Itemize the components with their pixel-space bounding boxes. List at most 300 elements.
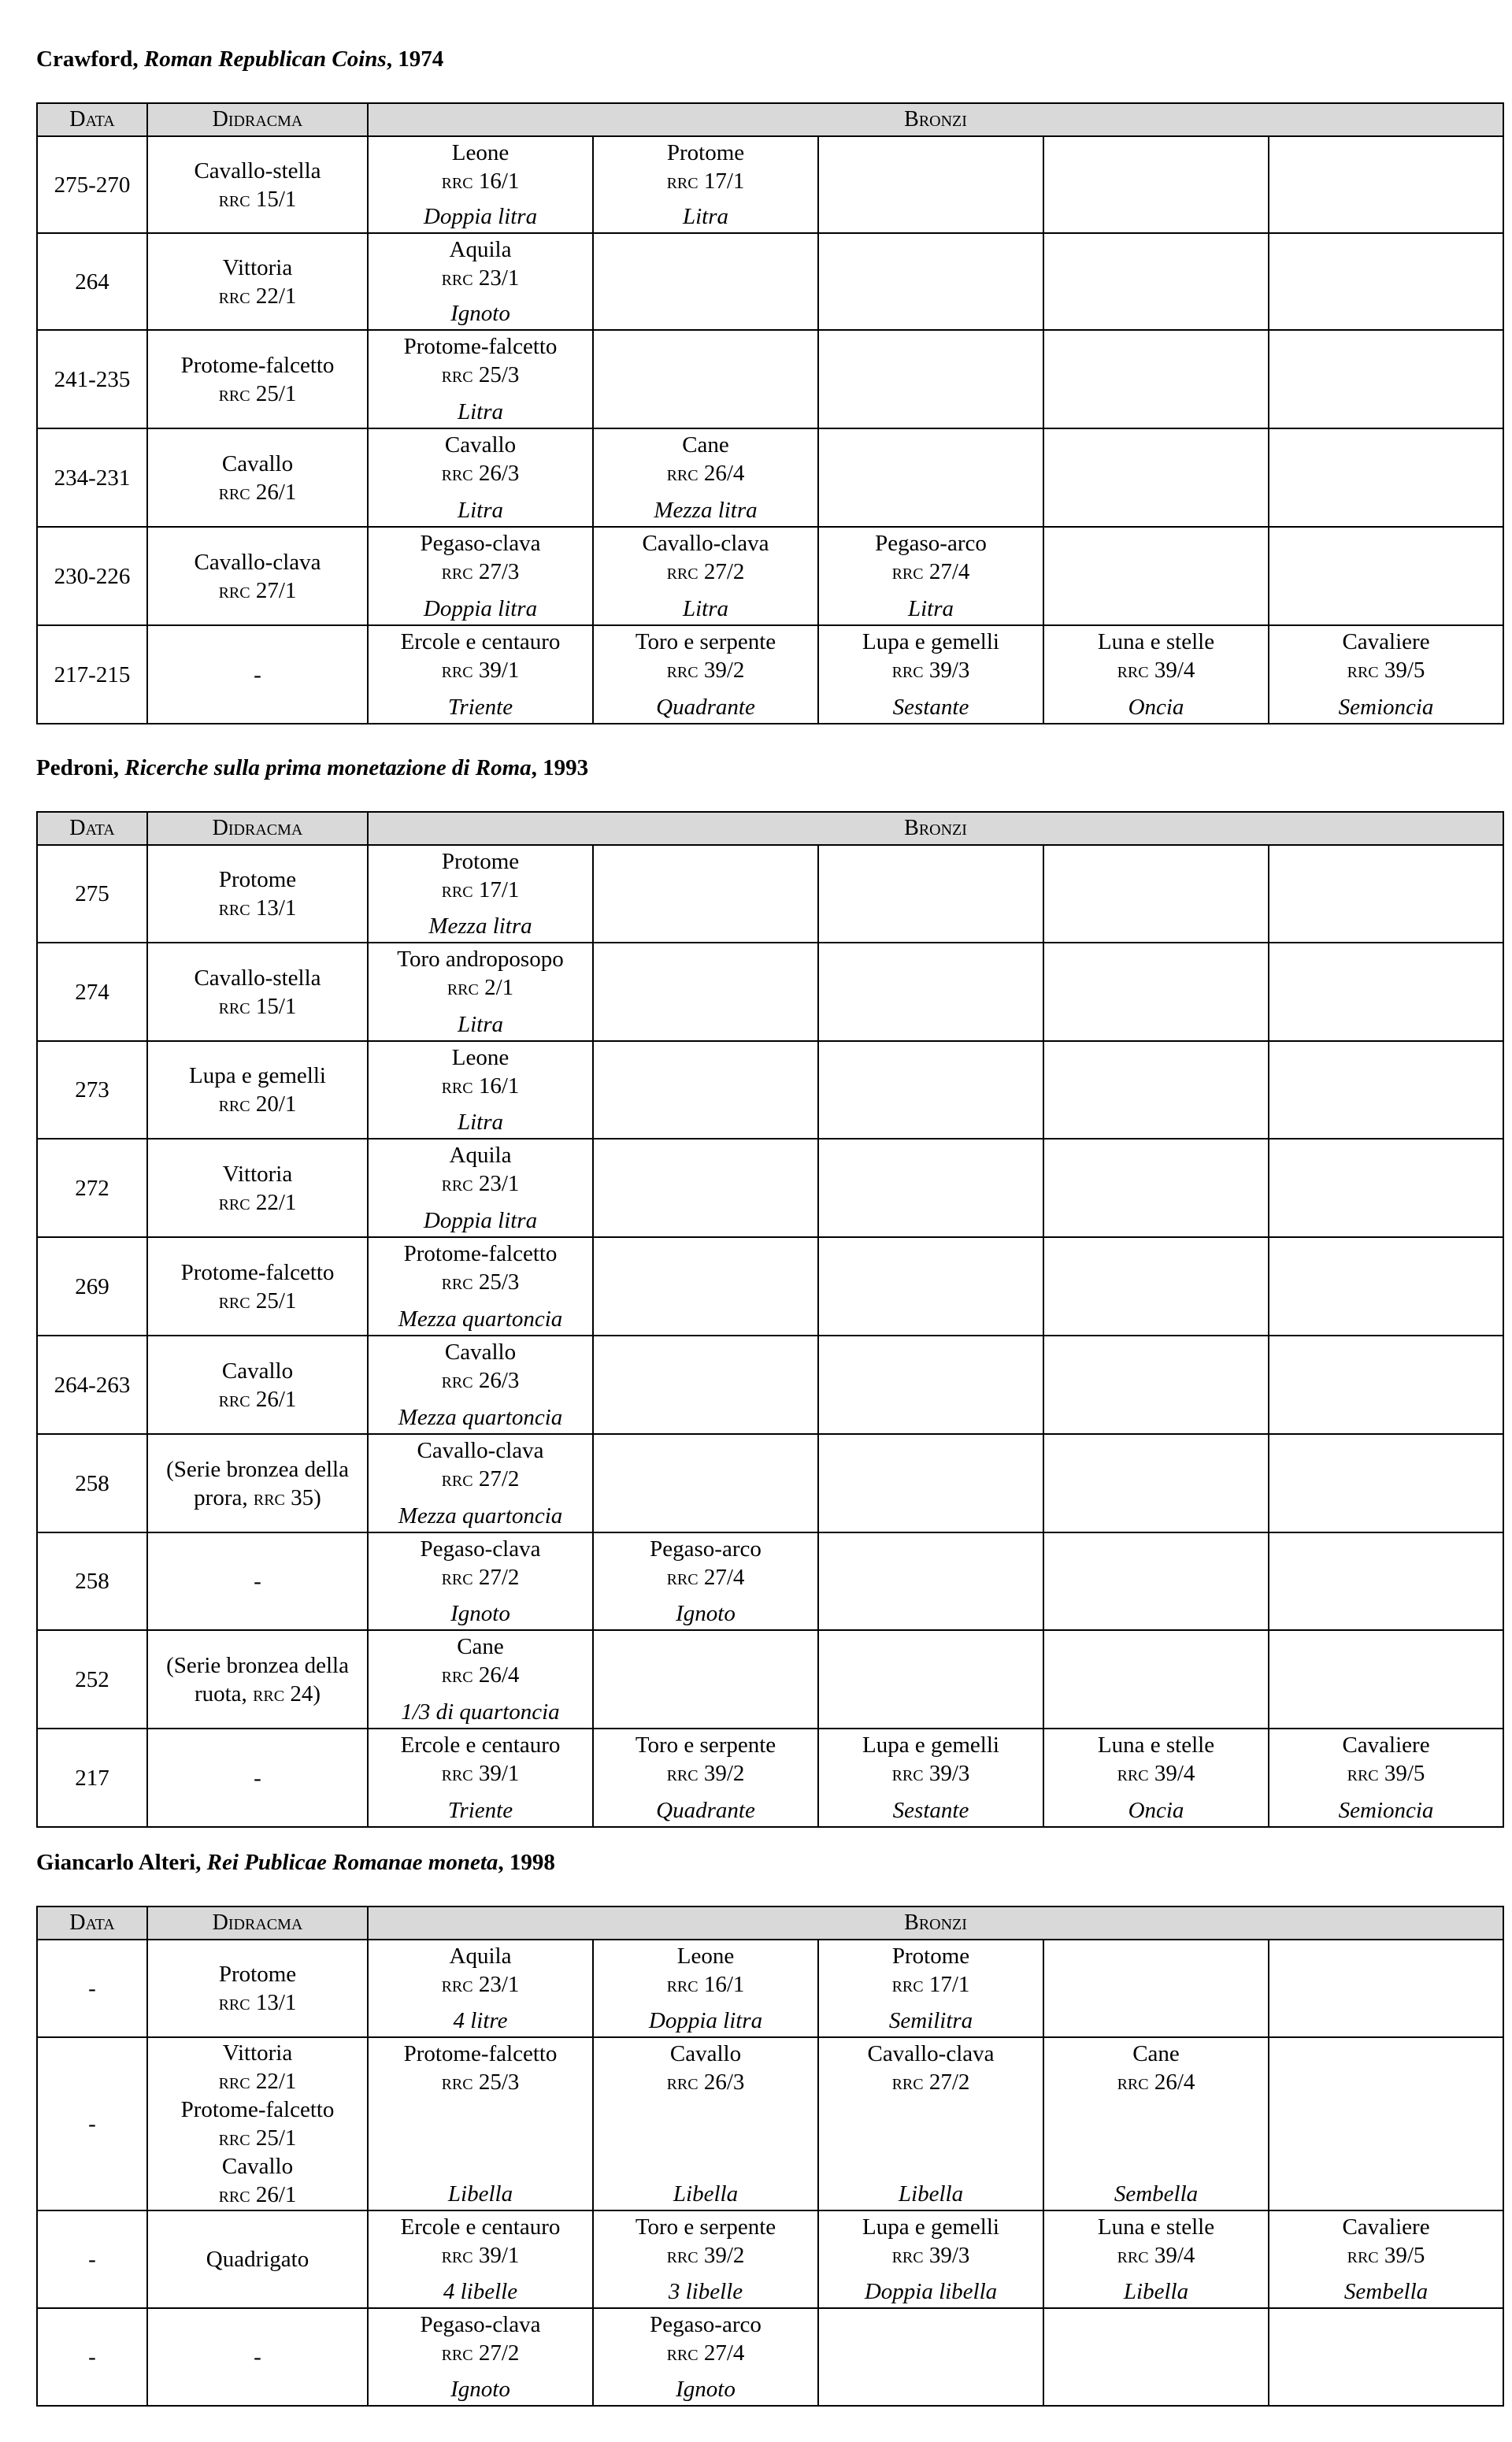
denomination: Libella [447, 2181, 513, 2207]
bronze-coin-cell [1043, 845, 1269, 943]
bronze-coin-cell [1043, 2308, 1269, 2406]
denomination: 4 libelle [443, 2279, 518, 2304]
coin-type: Luna e stelle [1097, 2214, 1215, 2240]
coin-type: Pegaso-clava [420, 2312, 541, 2337]
rrc-reference: rrc 27/2 [441, 2340, 520, 2366]
didracma-type: Cavallo-stella [194, 965, 321, 991]
rrc-reference: rrc 27/2 [441, 1466, 520, 1492]
denomination: Litra [457, 1110, 504, 1135]
coin-type: Cane [682, 432, 729, 458]
bronze-coin-cell [1043, 1336, 1269, 1434]
rrc-reference: rrc 27/4 [891, 559, 970, 584]
coin-type: Pegaso-arco [875, 531, 987, 556]
coin-type: Pegaso-clava [420, 531, 541, 556]
denomination: Triente [447, 695, 513, 720]
bronze-coin-cell [368, 330, 593, 428]
rrc-reference: rrc 25/1 [218, 1288, 297, 1314]
didracma-cell [147, 1336, 368, 1434]
coin-type: Cavallo [669, 2041, 742, 2066]
bronze-coin-cell [593, 845, 818, 943]
rrc-reference: rrc 23/1 [441, 1972, 520, 1997]
coin-chronology-table [36, 811, 1504, 1828]
didracma-type: Protome [218, 867, 297, 892]
coin-type: Cavallo-clava [417, 1438, 544, 1463]
coin-type: Cavallo-clava [867, 2041, 995, 2066]
bronze-coin-cell [368, 1041, 593, 1139]
denomination: 1/3 di quartoncia [401, 1699, 560, 1725]
rrc-reference: rrc 15/1 [218, 186, 297, 212]
bronze-coin-cell [368, 428, 593, 527]
section-work-title: Ricerche sulla prima monetazione di Roma [124, 755, 532, 780]
section-title [36, 754, 588, 781]
bronze-coin-cell [593, 136, 818, 233]
coin-type: Cane [457, 1634, 504, 1659]
denomination: Doppia libella [864, 2279, 998, 2304]
didracma-type: Cavallo [221, 450, 294, 476]
denomination: Litra [457, 1012, 504, 1037]
date-cell: 217 [37, 1729, 147, 1827]
header-didracma: Didracma [147, 103, 368, 136]
didracma-cell [147, 1139, 368, 1237]
didracma-type: (Serie bronzea della [166, 1652, 349, 1678]
rrc-reference: rrc 22/1 [218, 1189, 297, 1215]
bronze-coin-cell [1269, 527, 1503, 625]
bronze-coin-cell [818, 1041, 1043, 1139]
rrc-reference: rrc 27/4 [666, 2340, 745, 2366]
date-cell: 258 [37, 1532, 147, 1630]
bronze-coin-cell [1043, 1139, 1269, 1237]
bronze-coin-cell [818, 1139, 1043, 1237]
rrc-reference: rrc 23/1 [441, 1171, 520, 1196]
didracma-cell [147, 233, 368, 330]
didracma-type: Vittoria [222, 1161, 293, 1187]
didracma-type: Protome [218, 1962, 297, 1987]
rrc-reference: rrc 25/1 [218, 2125, 297, 2151]
table-header-row [37, 103, 1503, 136]
rrc-reference: rrc 39/5 [1347, 2243, 1425, 2268]
table-row [37, 1532, 1503, 1630]
rrc-reference: rrc 26/3 [666, 2070, 745, 2095]
bronze-coin-cell [368, 625, 593, 724]
coin-type: Protome-falcetto [403, 334, 558, 359]
rrc-reference: rrc 39/2 [666, 658, 745, 683]
bronze-coin-cell [368, 1532, 593, 1630]
rrc-reference: rrc 39/2 [666, 1761, 745, 1786]
coin-type: Luna e stelle [1097, 1732, 1215, 1758]
rrc-reference: rrc 27/2 [441, 1565, 520, 1590]
didracma-cell [147, 845, 368, 943]
coin-type: Leone [451, 1045, 510, 1070]
coin-type: Pegaso-arco [650, 2312, 762, 2337]
didracma-cell [147, 1532, 368, 1630]
rrc-reference: rrc 22/1 [218, 283, 297, 309]
bronze-coin-cell [593, 1940, 818, 2037]
rrc-reference: rrc 26/4 [1117, 2070, 1195, 2095]
bronze-coin-cell [593, 2037, 818, 2210]
bronze-coin-cell [1269, 845, 1503, 943]
denomination: Semioncia [1338, 695, 1434, 720]
denomination: Quadrante [656, 1798, 755, 1823]
denomination: Litra [457, 399, 504, 424]
coin-chronology-table [36, 102, 1504, 724]
date-cell: 275-270 [37, 136, 147, 233]
bronze-coin-cell [1269, 2037, 1503, 2210]
rrc-reference: rrc 16/1 [666, 1972, 745, 1997]
bronze-coin-cell [818, 845, 1043, 943]
denomination: Litra [907, 596, 954, 621]
coin-type: Luna e stelle [1097, 629, 1215, 654]
didracma-cell [147, 2210, 368, 2308]
coin-type: Cavaliere [1342, 1732, 1430, 1758]
bronze-coin-cell [1269, 136, 1503, 233]
coin-type: Pegaso-clava [420, 1536, 541, 1562]
coin-type: Ercole e centauro [400, 1732, 561, 1758]
date-cell: 275 [37, 845, 147, 943]
didracma-type: Vittoria [222, 2040, 293, 2066]
coin-type: Leone [451, 140, 510, 165]
bronze-coin-cell [818, 428, 1043, 527]
rrc-reference: rrc 39/4 [1117, 658, 1195, 683]
table-row [37, 2037, 1503, 2210]
rrc-reference: rrc 39/1 [441, 1761, 520, 1786]
bronze-coin-cell [818, 2037, 1043, 2210]
coin-type: Lupa e gemelli [862, 2214, 999, 2240]
bronze-coin-cell [1269, 233, 1503, 330]
denomination: Mezza quartoncia [398, 1306, 563, 1332]
bronze-coin-cell [593, 1139, 818, 1237]
header-bronzi: Bronzi [368, 1907, 1503, 1940]
bronze-coin-cell [368, 1434, 593, 1532]
rrc-reference: rrc 25/3 [441, 362, 520, 387]
coin-type: Lupa e gemelli [862, 629, 999, 654]
denomination: Sestante [892, 1798, 969, 1823]
rrc-reference: rrc 26/1 [218, 2182, 297, 2207]
coin-type: Protome [666, 140, 745, 165]
bronze-coin-cell [368, 2308, 593, 2406]
bronze-coin-cell [593, 1532, 818, 1630]
bronze-coin-cell [1043, 2037, 1269, 2210]
date-cell: 258 [37, 1434, 147, 1532]
bronze-coin-cell [1269, 1729, 1503, 1827]
table-row [37, 1940, 1503, 2037]
bronze-coin-cell [818, 1729, 1043, 1827]
denomination: Litra [682, 204, 729, 229]
rrc-reference: rrc 15/1 [218, 993, 297, 1019]
bronze-coin-cell [593, 1630, 818, 1729]
coin-type: Pegaso-arco [650, 1536, 762, 1562]
bronze-coin-cell [1269, 625, 1503, 724]
header-data: Data [37, 103, 147, 136]
bronze-coin-cell [368, 845, 593, 943]
didracma-cell [147, 1237, 368, 1336]
bronze-coin-cell [368, 2210, 593, 2308]
denomination: Doppia litra [423, 204, 538, 229]
bronze-coin-cell [593, 1041, 818, 1139]
bronze-coin-cell [593, 1336, 818, 1434]
bronze-coin-cell [1043, 1041, 1269, 1139]
didracma-cell [147, 1434, 368, 1532]
denomination: Libella [673, 2181, 739, 2207]
coin-type: Toro e serpente [635, 2214, 776, 2240]
bronze-coin-cell [1269, 1139, 1503, 1237]
rrc-reference: rrc 39/5 [1347, 658, 1425, 683]
coin-chronology-table [36, 1906, 1504, 2407]
bronze-coin-cell [368, 2037, 593, 2210]
bronze-coin-cell [593, 1434, 818, 1532]
coin-type: Ercole e centauro [400, 2214, 561, 2240]
didracma-type: Cavallo-stella [194, 157, 321, 183]
section-author: Giancarlo Alteri, [36, 1850, 207, 1875]
date-cell: 252 [37, 1630, 147, 1729]
table-row [37, 1630, 1503, 1729]
denomination: Libella [898, 2181, 964, 2207]
section-year: , 1974 [386, 46, 444, 72]
section-title [36, 1849, 555, 1876]
table-row [37, 136, 1503, 233]
date-cell: - [37, 2210, 147, 2308]
rrc-reference: rrc 27/3 [441, 559, 520, 584]
table-header-row [37, 1907, 1503, 1940]
didracma-type: (Serie bronzea della [166, 1456, 349, 1482]
bronze-coin-cell [1269, 2210, 1503, 2308]
didracma-type: Cavallo-clava [194, 549, 321, 575]
date-cell: 234-231 [37, 428, 147, 527]
rrc-reference: rrc 25/1 [218, 380, 297, 406]
header-bronzi: Bronzi [368, 812, 1503, 845]
rrc-reference: rrc 27/1 [218, 577, 297, 603]
bronze-coin-cell [368, 1237, 593, 1336]
bronze-coin-cell [818, 330, 1043, 428]
date-cell: 217-215 [37, 625, 147, 724]
rrc-reference: rrc 13/1 [218, 895, 297, 921]
rrc-reference: rrc 16/1 [441, 169, 520, 194]
didracma-type: prora, rrc 35) [194, 1484, 321, 1510]
denomination: Mezza quartoncia [398, 1503, 563, 1529]
didracma-type: - [254, 1569, 261, 1594]
bronze-coin-cell [1043, 330, 1269, 428]
coin-type: Lupa e gemelli [862, 1732, 999, 1758]
didracma-cell [147, 1041, 368, 1139]
bronze-coin-cell [1043, 233, 1269, 330]
bronze-coin-cell [593, 2210, 818, 2308]
table-row [37, 233, 1503, 330]
bronze-coin-cell [1043, 527, 1269, 625]
date-cell: - [37, 2308, 147, 2406]
rrc-reference: rrc 26/1 [218, 1386, 297, 1412]
denomination: Ignoto [450, 2377, 510, 2402]
table-row [37, 428, 1503, 527]
date-cell: - [37, 1940, 147, 2037]
coin-type: Aquila [449, 1944, 512, 1969]
bronze-coin-cell [1269, 330, 1503, 428]
rrc-reference: rrc 25/3 [441, 2070, 520, 2095]
header-bronzi: Bronzi [368, 103, 1503, 136]
bronze-coin-cell [818, 1940, 1043, 2037]
denomination: Mezza litra [428, 913, 532, 939]
bronze-coin-cell [818, 1237, 1043, 1336]
didracma-cell [147, 943, 368, 1041]
bronze-coin-cell [1043, 2210, 1269, 2308]
denomination: Libella [1123, 2279, 1189, 2304]
denomination: Semioncia [1338, 1798, 1434, 1823]
didracma-type: Protome-falcetto [180, 352, 335, 378]
bronze-coin-cell [818, 527, 1043, 625]
coin-type: Protome-falcetto [403, 1241, 558, 1266]
rrc-reference: rrc 22/1 [218, 2069, 297, 2094]
didracma-type: Cavallo [221, 2154, 294, 2179]
bronze-coin-cell [368, 1630, 593, 1729]
bronze-coin-cell [1269, 1336, 1503, 1434]
denomination: Mezza quartoncia [398, 1405, 563, 1430]
denomination: Ignoto [676, 1601, 736, 1626]
denomination: Mezza litra [654, 498, 758, 523]
rrc-reference: rrc 16/1 [441, 1073, 520, 1099]
bronze-coin-cell [818, 1336, 1043, 1434]
header-data: Data [37, 1907, 147, 1940]
bronze-coin-cell [1269, 1237, 1503, 1336]
table-row [37, 943, 1503, 1041]
bronze-coin-cell [1043, 943, 1269, 1041]
date-cell: 241-235 [37, 330, 147, 428]
date-cell: 274 [37, 943, 147, 1041]
section-author: Pedroni, [36, 755, 125, 780]
denomination: Oncia [1128, 1798, 1184, 1823]
denomination: Litra [682, 596, 729, 621]
didracma-cell [147, 527, 368, 625]
denomination: Doppia litra [423, 596, 538, 621]
rrc-reference: rrc 27/2 [891, 2070, 970, 2095]
denomination: Litra [457, 498, 504, 523]
didracma-cell [147, 1630, 368, 1729]
bronze-coin-cell [1269, 943, 1503, 1041]
table-row [37, 527, 1503, 625]
date-cell: 273 [37, 1041, 147, 1139]
didracma-cell [147, 625, 368, 724]
bronze-coin-cell [818, 1434, 1043, 1532]
date-cell: 264-263 [37, 1336, 147, 1434]
bronze-coin-cell [818, 943, 1043, 1041]
bronze-coin-cell [368, 233, 593, 330]
rrc-reference: rrc 39/1 [441, 658, 520, 683]
date-cell: 272 [37, 1139, 147, 1237]
rrc-reference: rrc 26/4 [666, 461, 745, 486]
bronze-coin-cell [368, 136, 593, 233]
table-row [37, 1434, 1503, 1532]
rrc-reference: rrc 39/1 [441, 2243, 520, 2268]
didracma-cell [147, 1940, 368, 2037]
bronze-coin-cell [1043, 428, 1269, 527]
denomination: Sembella [1114, 2181, 1199, 2207]
table-row [37, 1139, 1503, 1237]
bronze-coin-cell [593, 233, 818, 330]
coin-type: Toro e serpente [635, 629, 776, 654]
rrc-reference: rrc 39/4 [1117, 2243, 1195, 2268]
bronze-coin-cell [1269, 1041, 1503, 1139]
didracma-cell [147, 136, 368, 233]
bronze-coin-cell [1043, 1940, 1269, 2037]
bronze-coin-cell [1269, 1532, 1503, 1630]
rrc-reference: rrc 13/1 [218, 1990, 297, 2015]
rrc-reference: rrc 27/4 [666, 1565, 745, 1590]
section-work-title: Roman Republican Coins [143, 46, 387, 72]
bronze-coin-cell [368, 1139, 593, 1237]
bronze-coin-cell [593, 625, 818, 724]
coin-type: Protome [441, 849, 520, 874]
bronze-coin-cell [818, 2308, 1043, 2406]
bronze-coin-cell [1269, 2308, 1503, 2406]
bronze-coin-cell [1043, 1729, 1269, 1827]
bronze-coin-cell [368, 1336, 593, 1434]
date-cell: 264 [37, 233, 147, 330]
bronze-coin-cell [818, 1532, 1043, 1630]
bronze-coin-cell [368, 943, 593, 1041]
rrc-reference: rrc 17/1 [441, 877, 520, 902]
rrc-reference: rrc 26/1 [218, 479, 297, 505]
table-row [37, 1729, 1503, 1827]
bronze-coin-cell [368, 1729, 593, 1827]
denomination: Sembella [1343, 2279, 1429, 2304]
bronze-coin-cell [1269, 1434, 1503, 1532]
section-year: , 1998 [498, 1850, 555, 1875]
bronze-coin-cell [1043, 1532, 1269, 1630]
coin-type: Protome [891, 1944, 970, 1969]
coin-type: Cavallo [444, 1340, 517, 1365]
coin-type: Cane [1132, 2041, 1180, 2066]
rrc-reference: rrc 26/4 [441, 1662, 520, 1688]
didracma-cell [147, 428, 368, 527]
denomination: Oncia [1128, 695, 1184, 720]
bronze-coin-cell [1043, 1434, 1269, 1532]
table-row [37, 330, 1503, 428]
table-row [37, 1041, 1503, 1139]
coin-type: Leone [676, 1944, 735, 1969]
bronze-coin-cell [593, 1237, 818, 1336]
coin-type: Ercole e centauro [400, 629, 561, 654]
bronze-coin-cell [593, 527, 818, 625]
didracma-cell [147, 1729, 368, 1827]
date-cell: - [37, 2037, 147, 2210]
bronze-coin-cell [1043, 625, 1269, 724]
rrc-reference: rrc 39/2 [666, 2243, 745, 2268]
bronze-coin-cell [818, 233, 1043, 330]
didracma-type: Protome-falcetto [180, 2097, 335, 2122]
bronze-coin-cell [593, 428, 818, 527]
bronze-coin-cell [593, 330, 818, 428]
bronze-coin-cell [593, 1729, 818, 1827]
rrc-reference: rrc 2/1 [447, 975, 514, 1000]
denomination: Ignoto [450, 1601, 510, 1626]
coin-type: Cavaliere [1342, 629, 1430, 654]
denomination: Semilitra [888, 2008, 973, 2033]
rrc-reference: rrc 17/1 [666, 169, 745, 194]
table-row [37, 1237, 1503, 1336]
rrc-reference: rrc 20/1 [218, 1091, 297, 1117]
rrc-reference: rrc 39/3 [891, 2243, 970, 2268]
rrc-reference: rrc 39/3 [891, 658, 970, 683]
coin-type: Aquila [449, 237, 512, 262]
bronze-coin-cell [1043, 136, 1269, 233]
section-year: , 1993 [531, 755, 589, 780]
didracma-type: Lupa e gemelli [189, 1063, 326, 1088]
bronze-coin-cell [368, 1940, 593, 2037]
rrc-reference: rrc 27/2 [666, 559, 745, 584]
denomination: Quadrante [656, 695, 755, 720]
bronze-coin-cell [1269, 1630, 1503, 1729]
coin-type: Toro e serpente [635, 1732, 776, 1758]
rrc-reference: rrc 23/1 [441, 265, 520, 291]
didracma-cell [147, 330, 368, 428]
didracma-type: Vittoria [222, 254, 293, 280]
